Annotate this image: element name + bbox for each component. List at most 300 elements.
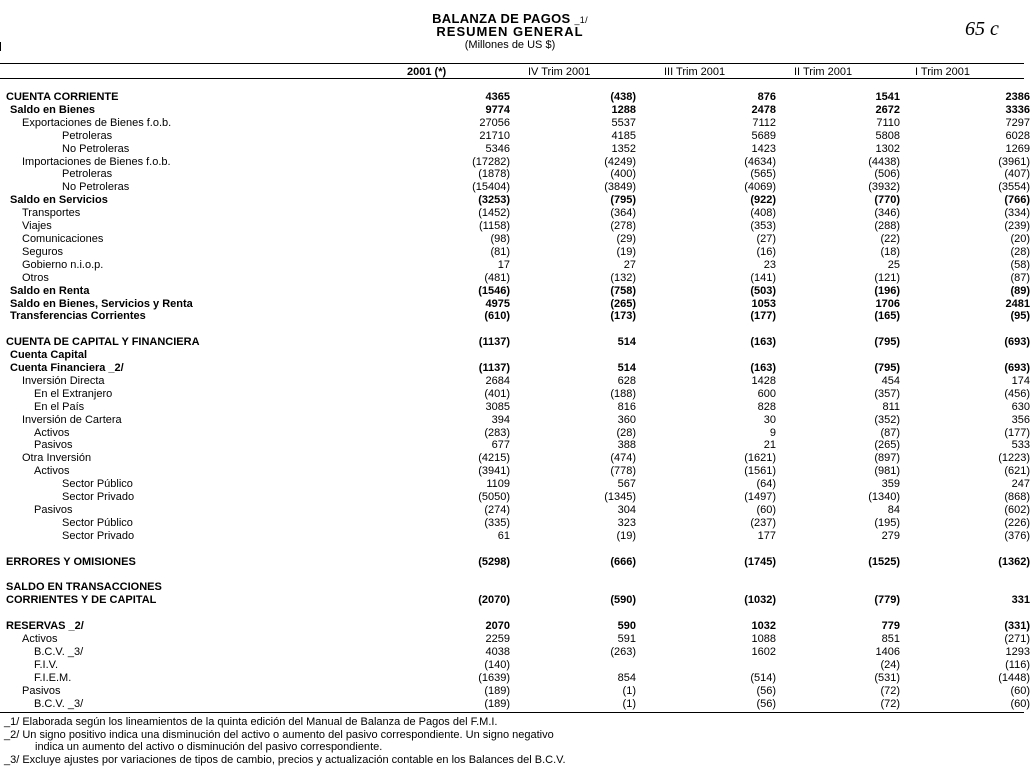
value-cell: (514) [750, 671, 776, 684]
table-row [0, 362, 1034, 375]
value-cell: (868) [1004, 491, 1030, 504]
value-cell [900, 581, 1034, 594]
row-label: No Petroleras [62, 181, 130, 194]
title-text: BALANZA DE PAGOS [432, 11, 571, 26]
row-label: Exportaciones de Bienes f.o.b. [22, 116, 172, 129]
value-cell: (353) [750, 220, 776, 233]
value-cell: (72) [880, 684, 900, 697]
value-cell: 279 [881, 529, 900, 542]
value-cell: (195) [874, 516, 900, 529]
value-cell: (897) [874, 452, 900, 465]
value-cell: (334) [1004, 207, 1030, 220]
row-label: Saldo en Bienes, Servicios y Renta [10, 297, 193, 310]
col-header-iii-trim: III Trim 2001 [664, 66, 726, 78]
table-row [0, 685, 1034, 698]
row-label: Saldo en Bienes [10, 103, 95, 116]
value-cell: 4365 [485, 91, 510, 103]
value-cell: 5689 [751, 129, 776, 142]
row-label: CORRIENTES Y DE CAPITAL [6, 594, 157, 607]
value-cell: (22) [880, 232, 900, 245]
value-cell: 677 [491, 439, 510, 452]
value-cell: (278) [610, 220, 636, 233]
balance-table [0, 91, 1034, 710]
col-header-iv-trim: IV Trim 2001 [528, 66, 591, 78]
value-cell: (1546) [478, 284, 510, 297]
row-label: Sector Público [62, 478, 133, 491]
row-label: Inversión Directa [22, 374, 105, 387]
footnotes-rule [0, 712, 1024, 713]
value-cell: 25 [887, 258, 900, 271]
value-cell [426, 581, 510, 594]
value-cell: 30 [763, 413, 776, 426]
value-cell: 2684 [485, 374, 510, 387]
table-row [0, 556, 1034, 569]
value-cell: (16) [756, 245, 776, 258]
value-cell [510, 659, 636, 672]
row-label: Pasivos [34, 439, 73, 452]
value-cell: (795) [874, 362, 900, 375]
value-cell [636, 659, 776, 672]
value-cell: (1362) [998, 555, 1030, 568]
value-cell: 5346 [485, 142, 510, 155]
table-row [0, 646, 1034, 659]
value-cell: 851 [881, 633, 900, 645]
value-cell: (98) [490, 232, 510, 245]
value-cell: 388 [617, 439, 636, 452]
value-cell: 590 [617, 620, 636, 633]
value-cell: 394 [491, 413, 510, 426]
row-label: Sector Público [62, 516, 133, 529]
value-cell: (770) [874, 194, 900, 207]
value-cell: (693) [1004, 362, 1030, 375]
row-label: No Petroleras [62, 142, 130, 155]
value-cell: (1340) [868, 491, 900, 504]
value-cell: 628 [617, 374, 636, 387]
value-cell: (408) [750, 207, 776, 220]
value-cell: (666) [610, 555, 636, 568]
value-cell: 1423 [751, 142, 776, 155]
value-cell: (400) [610, 168, 636, 181]
value-cell: (346) [874, 207, 900, 220]
footnotes [4, 716, 566, 766]
value-cell: 61 [497, 529, 510, 542]
value-cell: (1137) [478, 336, 510, 349]
value-cell: (56) [756, 697, 776, 710]
value-cell [636, 581, 776, 594]
table-row [0, 181, 1034, 194]
value-cell: 3336 [1005, 103, 1030, 116]
row-label: CUENTA DE CAPITAL Y FINANCIERA [6, 336, 200, 349]
value-cell: (4438) [868, 155, 900, 168]
value-cell: 1302 [875, 142, 900, 155]
value-cell: (5050) [478, 491, 510, 504]
value-cell: 2478 [751, 103, 776, 116]
value-cell: 567 [617, 478, 636, 491]
value-cell: (283) [484, 426, 510, 439]
value-cell: (364) [610, 207, 636, 220]
value-cell: (1621) [744, 452, 776, 465]
value-cell: (265) [610, 297, 636, 310]
table-row [0, 414, 1034, 427]
header-bottom-rule [0, 78, 1024, 79]
value-cell: 4975 [485, 297, 510, 310]
value-cell: (456) [1004, 387, 1030, 400]
value-cell: 4038 [485, 645, 510, 658]
row-label: Transferencias Corrientes [10, 310, 146, 323]
value-cell: 9 [769, 426, 776, 439]
value-cell: (27) [756, 232, 776, 245]
value-cell: 6028 [1005, 129, 1030, 142]
value-cell: (2070) [478, 594, 510, 607]
value-cell [510, 349, 636, 362]
value-cell: (140) [484, 658, 510, 671]
table-row [0, 143, 1034, 156]
spacer-cell [0, 607, 1034, 620]
value-cell: 177 [757, 529, 776, 542]
table-row [0, 659, 1034, 672]
value-cell: (1345) [604, 491, 636, 504]
value-cell: (87) [1010, 271, 1030, 284]
value-cell: (81) [490, 245, 510, 258]
value-cell: (226) [1004, 516, 1030, 529]
value-cell: (177) [750, 310, 776, 323]
value-cell: (481) [484, 271, 510, 284]
value-cell: (1) [622, 684, 636, 697]
table-row [0, 620, 1034, 633]
table-row [0, 91, 1034, 104]
table-row [0, 633, 1034, 646]
value-cell: 1053 [751, 297, 776, 310]
value-cell: (3849) [604, 181, 636, 194]
table-row [0, 336, 1034, 349]
table-row [0, 104, 1034, 117]
value-cell: (922) [750, 194, 776, 207]
value-cell: 7297 [1005, 116, 1030, 129]
value-cell: 828 [757, 400, 776, 413]
value-cell: (4069) [744, 181, 776, 194]
table-row [0, 207, 1034, 220]
value-cell: 591 [617, 633, 636, 645]
value-cell: (335) [484, 516, 510, 529]
table-row [0, 194, 1034, 207]
table-row [0, 272, 1034, 285]
value-cell: (20) [1010, 232, 1030, 245]
value-cell: (24) [880, 658, 900, 671]
row-label: Seguros [22, 245, 63, 258]
table-row [0, 504, 1034, 517]
value-cell: (778) [610, 465, 636, 478]
value-cell: (1137) [478, 362, 510, 375]
value-cell [636, 349, 776, 362]
value-cell: (5298) [478, 555, 510, 568]
value-cell: (196) [874, 284, 900, 297]
row-label: B.C.V. _3/ [34, 697, 84, 710]
spacer-row [0, 543, 1034, 556]
value-cell: 7110 [876, 116, 900, 129]
value-cell: (3554) [998, 181, 1030, 194]
value-cell: (89) [1010, 284, 1030, 297]
value-cell: 514 [617, 336, 636, 349]
table-row [0, 401, 1034, 414]
value-cell: 600 [757, 387, 776, 400]
row-label: Saldo en Servicios [10, 194, 108, 207]
value-cell: 2386 [1005, 91, 1030, 103]
value-cell: (4249) [604, 155, 636, 168]
value-cell: (95) [1010, 310, 1030, 323]
value-cell: (132) [610, 271, 636, 284]
row-label: Comunicaciones [22, 232, 104, 245]
value-cell: (1525) [868, 555, 900, 568]
value-cell: 2070 [485, 620, 510, 633]
value-cell: 533 [1011, 439, 1030, 452]
value-cell: (29) [616, 232, 636, 245]
value-cell: 304 [617, 503, 636, 516]
table-row [0, 388, 1034, 401]
value-cell: (60) [756, 503, 776, 516]
value-cell: (237) [750, 516, 776, 529]
value-cell: (56) [756, 684, 776, 697]
value-cell: 1288 [611, 103, 636, 116]
row-label: Sector Privado [62, 491, 135, 504]
value-cell: (602) [1004, 503, 1030, 516]
row-label: RESERVAS _2/ [6, 620, 84, 633]
table-row [0, 491, 1034, 504]
value-cell: (28) [1010, 245, 1030, 258]
value-cell: (407) [1004, 168, 1030, 181]
margin-mark [0, 42, 1, 51]
value-cell: (274) [484, 503, 510, 516]
table-row [0, 259, 1034, 272]
value-cell: (1497) [744, 491, 776, 504]
spacer-cell [0, 323, 1034, 336]
value-cell: (401) [484, 387, 510, 400]
value-cell: (438) [610, 91, 636, 103]
row-label: F.I.E.M. [34, 671, 72, 684]
row-label: En el Extranjero [34, 387, 113, 400]
report-subtitle: RESUMEN GENERAL [436, 24, 584, 39]
value-cell: (4215) [478, 452, 510, 465]
row-label: Viajes [22, 220, 52, 233]
value-cell: (189) [484, 684, 510, 697]
value-cell: (28) [616, 426, 636, 439]
footnote-line: indica un aumento del activo o disminución del pasivo correspondiente. [35, 741, 383, 753]
footnote-line: _2/ Un signo positivo indica una disminución del activo o aumento del pasivo correspondiente. Un signo negativo [4, 728, 554, 741]
row-label: Importaciones de Bienes f.o.b. [22, 155, 171, 168]
value-cell: (503) [750, 284, 776, 297]
value-cell: 323 [617, 516, 636, 529]
value-cell: 1706 [875, 297, 900, 310]
value-cell: (173) [610, 310, 636, 323]
value-cell: 854 [617, 671, 636, 684]
value-cell: (271) [1004, 633, 1030, 645]
value-cell: 1352 [611, 142, 636, 155]
value-cell: 5537 [611, 116, 636, 129]
value-cell: (60) [1010, 697, 1030, 710]
value-cell: 331 [1011, 594, 1030, 607]
table-row [0, 465, 1034, 478]
value-cell: 2481 [1005, 297, 1030, 310]
value-cell: (177) [1004, 426, 1030, 439]
value-cell: 27056 [479, 116, 510, 129]
value-cell: (4634) [744, 155, 776, 168]
value-cell: (1878) [478, 168, 510, 181]
value-cell: (188) [610, 387, 636, 400]
value-cell: (331) [1004, 620, 1030, 633]
spacer-row [0, 607, 1034, 620]
table-body [0, 91, 1034, 710]
value-cell: (141) [750, 271, 776, 284]
value-cell: 174 [1011, 374, 1030, 387]
value-cell: (1639) [478, 671, 510, 684]
value-cell: 1109 [486, 478, 510, 491]
row-label: B.C.V. _3/ [34, 645, 84, 658]
value-cell: 5808 [875, 129, 900, 142]
table-row [0, 452, 1034, 465]
col-header-i-trim: I Trim 2001 [915, 66, 971, 78]
value-cell: (19) [616, 245, 636, 258]
value-cell: (779) [874, 594, 900, 607]
value-cell: 23 [763, 258, 776, 271]
row-label: Pasivos [34, 503, 73, 516]
row-label: Petroleras [62, 129, 113, 142]
table-row [0, 349, 1034, 362]
value-cell: (1) [622, 697, 636, 710]
value-cell: (766) [1004, 194, 1030, 207]
row-label: F.I.V. [34, 658, 59, 671]
value-cell: 21710 [479, 129, 510, 142]
value-cell: (1561) [744, 465, 776, 478]
table-row [0, 298, 1034, 311]
value-cell: (263) [610, 645, 636, 658]
row-label: ERRORES Y OMISIONES [6, 555, 136, 568]
value-cell [776, 581, 900, 594]
row-label: Gobierno n.i.o.p. [22, 258, 104, 271]
value-cell: 1293 [1005, 645, 1030, 658]
value-cell: (18) [880, 245, 900, 258]
value-cell: (3932) [868, 181, 900, 194]
table-row [0, 246, 1034, 259]
value-cell: 1541 [875, 91, 900, 103]
title-footnote-ref: _1/ [574, 15, 588, 25]
value-cell: (1158) [479, 220, 510, 233]
row-label: Pasivos [22, 684, 61, 697]
row-label: En el País [34, 400, 85, 413]
value-cell: 454 [881, 374, 900, 387]
value-cell: (265) [874, 439, 900, 452]
value-cell: 359 [881, 478, 900, 491]
row-label: CUENTA CORRIENTE [6, 91, 119, 103]
value-cell: 3085 [485, 400, 510, 413]
value-cell: 17 [497, 258, 510, 271]
value-cell: (1032) [744, 594, 776, 607]
row-label: Inversión de Cartera [22, 413, 122, 426]
value-cell: (239) [1004, 220, 1030, 233]
value-cell: (531) [874, 671, 900, 684]
value-cell: (87) [880, 426, 900, 439]
row-label: Cuenta Financiera _2/ [10, 362, 124, 375]
row-label: Activos [34, 465, 70, 478]
table-row [0, 310, 1034, 323]
value-cell: (17282) [472, 155, 510, 168]
value-cell: (1448) [998, 671, 1030, 684]
spacer-row [0, 323, 1034, 336]
value-cell: 1406 [875, 645, 900, 658]
value-cell: (288) [874, 220, 900, 233]
value-cell: (3941) [478, 465, 510, 478]
value-cell: 84 [887, 503, 900, 516]
row-label: Activos [34, 426, 70, 439]
value-cell: (60) [1010, 684, 1030, 697]
table-row [0, 427, 1034, 440]
value-cell: (357) [874, 387, 900, 400]
value-cell: (1745) [744, 555, 776, 568]
spacer-cell [0, 543, 1034, 556]
value-cell: 21 [763, 439, 776, 452]
value-cell: (64) [756, 478, 776, 491]
row-label: Activos [22, 633, 58, 645]
row-label: Otra Inversión [22, 452, 92, 465]
value-cell: (3961) [998, 155, 1030, 168]
value-cell [426, 349, 510, 362]
report-units: (Millones de US $) [464, 39, 556, 51]
value-cell: 4185 [611, 129, 636, 142]
value-cell: (352) [874, 413, 900, 426]
footnote-line: _3/ Excluye ajustes por variaciones de tipos de cambio, precios y actualización contable en los Balances del B.C.V. [4, 753, 566, 766]
value-cell: 876 [757, 91, 776, 103]
table-row [0, 285, 1034, 298]
value-cell: 630 [1011, 400, 1030, 413]
value-cell: (474) [610, 452, 636, 465]
col-header-2001: 2001 (*) [407, 66, 447, 78]
value-cell: 27 [623, 258, 636, 271]
value-cell: (758) [610, 284, 636, 297]
value-cell: 2672 [875, 103, 900, 116]
value-cell: (795) [874, 336, 900, 349]
value-cell: (3253) [478, 194, 510, 207]
value-cell: (116) [1005, 658, 1030, 671]
table-row [0, 168, 1034, 181]
table-row [0, 220, 1034, 233]
footnote-line: _1/ Elaborada según los lineamientos de la quinta edición del Manual de Balanza de Pagos del F.M.I. [4, 716, 498, 728]
value-cell: (72) [880, 697, 900, 710]
value-cell: (795) [610, 194, 636, 207]
value-cell: (376) [1004, 529, 1030, 542]
value-cell: 779 [881, 620, 900, 633]
table-row [0, 594, 1034, 607]
value-cell: (58) [1010, 258, 1030, 271]
value-cell [510, 581, 636, 594]
value-cell: 7112 [752, 116, 776, 129]
value-cell: 1602 [751, 645, 776, 658]
row-label: Otros [22, 271, 49, 284]
value-cell: (621) [1004, 465, 1030, 478]
table-row [0, 698, 1034, 711]
table-row [0, 117, 1034, 130]
value-cell: 247 [1011, 478, 1030, 491]
value-cell: (19) [616, 529, 636, 542]
table-row [0, 530, 1034, 543]
spacer-row [0, 569, 1034, 582]
value-cell: (590) [610, 594, 636, 607]
value-cell: (1452) [478, 207, 510, 220]
col-header-ii-trim: II Trim 2001 [794, 66, 853, 78]
value-cell: (163) [750, 336, 776, 349]
page-number: 65 c [965, 18, 999, 40]
value-cell: (693) [1004, 336, 1030, 349]
value-cell: (506) [874, 168, 900, 181]
table-row [0, 130, 1034, 143]
value-cell: 1088 [751, 633, 776, 645]
